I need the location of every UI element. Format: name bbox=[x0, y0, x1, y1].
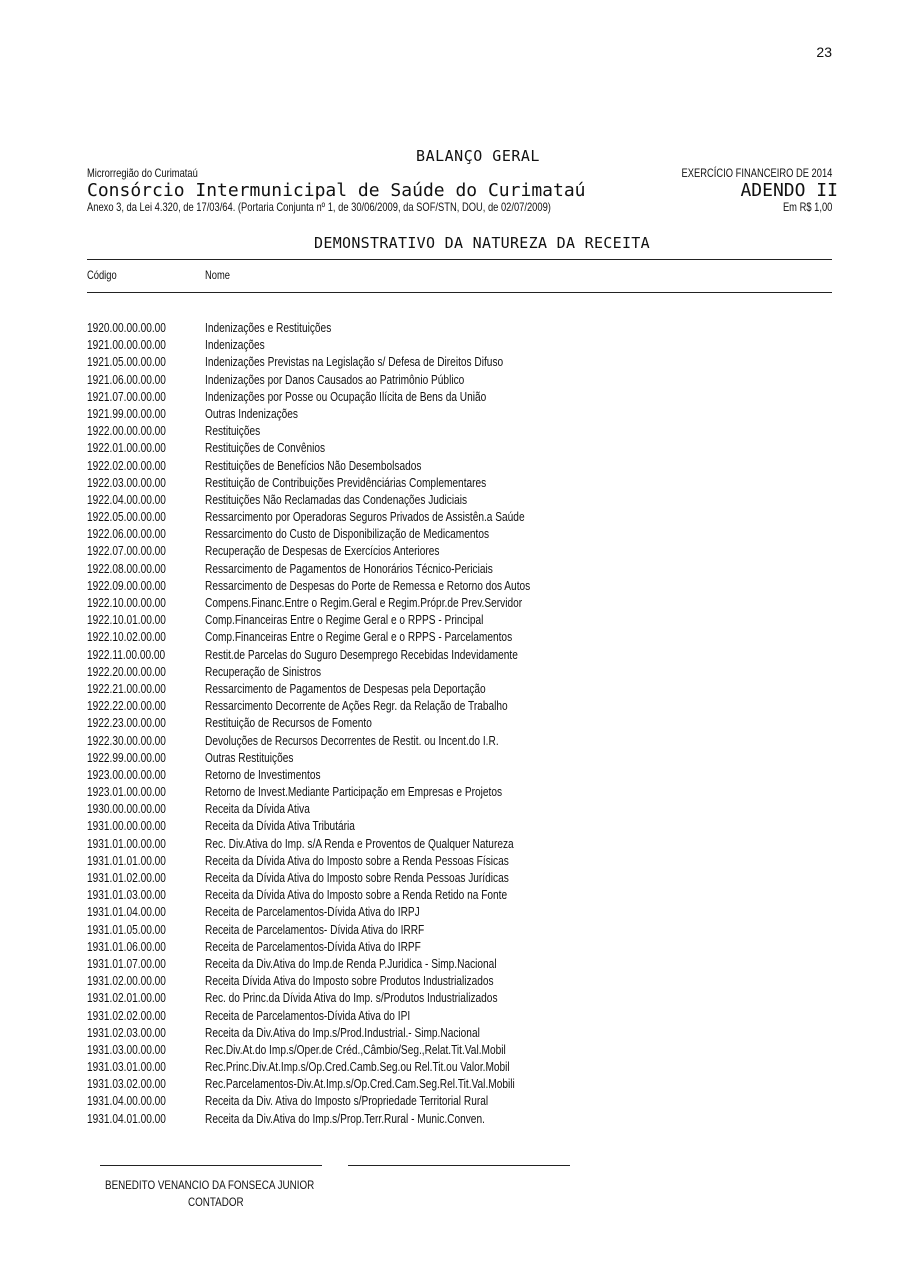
row-code: 1931.03.02.00.00 bbox=[87, 1076, 166, 1092]
signer-name: BENEDITO VENANCIO DA FONSECA JUNIOR bbox=[105, 1178, 315, 1192]
section-title: DEMONSTRATIVO DA NATUREZA DA RECEITA bbox=[314, 234, 650, 252]
row-code: 1931.03.01.00.00 bbox=[87, 1059, 166, 1075]
table-row bbox=[0, 336, 900, 353]
row-name: Receita da Dívida Ativa Tributária bbox=[205, 818, 355, 834]
row-name: Rec.Princ.Div.At.Imp.s/Op.Cred.Camb.Seg.ou Rel.Tit.ou Valor.Mobil bbox=[205, 1059, 510, 1075]
row-code: 1922.09.00.00.00 bbox=[87, 577, 166, 593]
row-name: Receita da Div. Ativa do Imposto s/Propriedade Territorial Rural bbox=[205, 1093, 489, 1109]
row-code: 1931.02.00.00.00 bbox=[87, 973, 166, 989]
table-row bbox=[0, 972, 900, 989]
table-row bbox=[0, 1092, 900, 1109]
row-code: 1921.05.00.00.00 bbox=[87, 354, 166, 370]
row-name: Outras Restituições bbox=[205, 749, 294, 765]
table-row bbox=[0, 921, 900, 938]
row-code: 1922.10.00.00.00 bbox=[87, 595, 166, 610]
row-name: Receita de Parcelamentos- Dívida Ativa do IRRF bbox=[205, 921, 425, 937]
row-name: Indenizações bbox=[205, 337, 265, 353]
table-row bbox=[0, 439, 900, 456]
table-row bbox=[0, 852, 900, 869]
row-code: 1931.01.01.00.00 bbox=[87, 852, 166, 868]
row-code: 1922.21.00.00.00 bbox=[87, 680, 166, 696]
table-row bbox=[0, 1110, 900, 1127]
row-code: 1931.04.01.00.00 bbox=[87, 1110, 166, 1126]
table-row bbox=[0, 1058, 900, 1075]
signature-line bbox=[348, 1165, 570, 1166]
row-name: Ressarcimento por Operadoras Seguros Privados de Assistên.a Saúde bbox=[205, 509, 525, 525]
row-code: 1920.00.00.00.00 bbox=[87, 320, 166, 335]
row-code: 1931.02.02.00.00 bbox=[87, 1007, 166, 1023]
entity-name: Consórcio Intermunicipal de Saúde do Curimataú bbox=[87, 180, 586, 201]
row-code: 1922.08.00.00.00 bbox=[87, 560, 166, 576]
row-code: 1930.00.00.00.00 bbox=[87, 801, 166, 817]
report-title: BALANÇO GERAL bbox=[416, 147, 540, 165]
row-name: Restituições de Benefícios Não Desembolsados bbox=[205, 457, 422, 473]
row-code: 1922.07.00.00.00 bbox=[87, 543, 166, 559]
row-name: Receita de Parcelamentos-Dívida Ativa do IPI bbox=[205, 1007, 411, 1023]
row-code: 1931.03.00.00.00 bbox=[87, 1041, 166, 1057]
table-row bbox=[0, 577, 900, 594]
table-row bbox=[0, 697, 900, 714]
row-code: 1931.01.07.00.00 bbox=[87, 955, 166, 971]
row-name: Restit.de Parcelas do Suguro Desemprego Recebidas Indevidamente bbox=[205, 646, 518, 662]
table-row bbox=[0, 319, 900, 336]
row-code: 1922.03.00.00.00 bbox=[87, 474, 166, 490]
row-code: 1931.04.00.00.00 bbox=[87, 1093, 166, 1109]
row-name: Receita da Dívida Ativa bbox=[205, 801, 310, 817]
row-name: Receita da Div.Ativa do Imp.de Renda P.Juridica - Simp.Nacional bbox=[205, 955, 497, 971]
row-name: Receita da Div.Ativa do Imp.s/Prod.Industrial.- Simp.Nacional bbox=[205, 1024, 480, 1040]
table-row bbox=[0, 422, 900, 439]
table-row bbox=[0, 938, 900, 955]
row-code: 1921.07.00.00.00 bbox=[87, 388, 166, 404]
table-row bbox=[0, 474, 900, 491]
table-row bbox=[0, 508, 900, 525]
table-row bbox=[0, 611, 900, 628]
table-row bbox=[0, 646, 900, 663]
column-header-name: Nome bbox=[205, 268, 230, 282]
column-header-code: Código bbox=[87, 268, 117, 282]
row-name: Recuperação de Despesas de Exercícios Anteriores bbox=[205, 543, 440, 559]
row-code: 1931.01.02.00.00 bbox=[87, 870, 166, 885]
table-row bbox=[0, 1007, 900, 1024]
revenue-table bbox=[0, 319, 900, 1127]
row-name: Restituições de Convênios bbox=[205, 440, 326, 456]
table-row bbox=[0, 525, 900, 542]
row-name: Receita da Dívida Ativa do Imposto sobre a Renda Retido na Fonte bbox=[205, 887, 508, 903]
row-code: 1922.01.00.00.00 bbox=[87, 440, 166, 456]
signature-line bbox=[100, 1165, 322, 1166]
row-code: 1922.30.00.00.00 bbox=[87, 732, 166, 748]
table-row bbox=[0, 955, 900, 972]
row-name: Restituições bbox=[205, 423, 261, 439]
table-row bbox=[0, 388, 900, 405]
table-row bbox=[0, 800, 900, 817]
row-code: 1923.01.00.00.00 bbox=[87, 784, 166, 800]
table-row bbox=[0, 457, 900, 474]
row-code: 1923.00.00.00.00 bbox=[87, 766, 166, 782]
header-rule-bottom bbox=[87, 292, 832, 293]
table-row bbox=[0, 869, 900, 886]
table-row bbox=[0, 749, 900, 766]
row-code: 1931.02.01.00.00 bbox=[87, 990, 166, 1006]
row-name: Receita de Parcelamentos-Dívida Ativa do IRPF bbox=[205, 938, 421, 954]
table-row bbox=[0, 542, 900, 559]
table-row bbox=[0, 817, 900, 834]
row-name: Receita de Parcelamentos-Dívida Ativa do IRPJ bbox=[205, 904, 420, 920]
table-row bbox=[0, 766, 900, 783]
row-name: Restituição de Recursos de Fomento bbox=[205, 715, 372, 731]
row-name: Receita da Dívida Ativa do Imposto sobre Renda Pessoas Jurídicas bbox=[205, 870, 509, 885]
row-code: 1922.23.00.00.00 bbox=[87, 715, 166, 731]
table-row bbox=[0, 594, 900, 611]
row-name: Devoluções de Recursos Decorrentes de Restit. ou Incent.do I.R. bbox=[205, 732, 499, 748]
row-name: Restituições Não Reclamadas das Condenações Judiciais bbox=[205, 491, 468, 507]
row-name: Indenizações por Posse ou Ocupação Ilícita de Bens da União bbox=[205, 388, 487, 404]
row-code: 1921.06.00.00.00 bbox=[87, 371, 166, 387]
row-code: 1922.22.00.00.00 bbox=[87, 698, 166, 714]
table-row bbox=[0, 371, 900, 388]
fiscal-year-label: EXERCÍCIO FINANCEIRO DE 2014 bbox=[681, 166, 832, 180]
row-name: Receita da Div.Ativa do Imp.s/Prop.Terr.Rural - Munic.Conven. bbox=[205, 1110, 485, 1126]
table-row bbox=[0, 628, 900, 645]
row-code: 1922.10.02.00.00 bbox=[87, 629, 166, 645]
row-name: Ressarcimento de Pagamentos de Honorários Técnico-Periciais bbox=[205, 560, 493, 576]
row-code: 1922.11.00.00.00 bbox=[87, 646, 166, 662]
row-name: Rec. Div.Ativa do Imp. s/A Renda e Proventos de Qualquer Natureza bbox=[205, 835, 514, 851]
table-row bbox=[0, 491, 900, 508]
table-row bbox=[0, 663, 900, 680]
row-code: 1931.01.00.00.00 bbox=[87, 835, 166, 851]
addendum-label: ADENDO II bbox=[740, 180, 838, 201]
row-code: 1931.01.05.00.00 bbox=[87, 921, 166, 937]
table-row bbox=[0, 989, 900, 1006]
row-name: Ressarcimento de Despesas do Porte de Remessa e Retorno dos Autos bbox=[205, 577, 531, 593]
row-code: 1922.10.01.00.00 bbox=[87, 612, 166, 628]
signer-role: CONTADOR bbox=[188, 1195, 244, 1209]
table-row bbox=[0, 1041, 900, 1058]
row-code: 1931.01.06.00.00 bbox=[87, 938, 166, 954]
row-name: Restituição de Contribuições Previdênciárias Complementares bbox=[205, 474, 487, 490]
row-code: 1922.04.00.00.00 bbox=[87, 491, 166, 507]
table-row bbox=[0, 886, 900, 903]
table-row bbox=[0, 835, 900, 852]
row-name: Retorno de Investimentos bbox=[205, 766, 321, 782]
table-row bbox=[0, 714, 900, 731]
legal-reference: Anexo 3, da Lei 4.320, de 17/03/64. (Portaria Conjunta nº 1, de 30/06/2009, da SOF/STN, DOU, de 02/07/2009) bbox=[87, 200, 551, 214]
row-name: Rec.Div.At.do Imp.s/Oper.de Créd.,Câmbio/Seg.,Relat.Tit.Val.Mobil bbox=[205, 1041, 506, 1057]
row-name: Ressarcimento do Custo de Disponibilização de Medicamentos bbox=[205, 526, 490, 542]
row-code: 1931.01.04.00.00 bbox=[87, 904, 166, 920]
page-number: 23 bbox=[816, 44, 832, 60]
row-code: 1922.02.00.00.00 bbox=[87, 457, 166, 473]
row-name: Ressarcimento Decorrente de Ações Regr. da Relação de Trabalho bbox=[205, 698, 508, 714]
row-name: Rec. do Princ.da Dívida Ativa do Imp. s/Produtos Industrializados bbox=[205, 990, 498, 1006]
row-name: Rec.Parcelamentos-Div.At.Imp.s/Op.Cred.Cam.Seg.Rel.Tit.Val.Mobili bbox=[205, 1076, 515, 1092]
row-code: 1922.20.00.00.00 bbox=[87, 663, 166, 679]
row-code: 1922.05.00.00.00 bbox=[87, 509, 166, 525]
table-row bbox=[0, 1075, 900, 1092]
table-row bbox=[0, 1024, 900, 1041]
row-name: Outras Indenizações bbox=[205, 405, 299, 421]
row-name: Comp.Financeiras Entre o Regime Geral e o RPPS - Principal bbox=[205, 612, 484, 628]
row-code: 1921.99.00.00.00 bbox=[87, 405, 166, 421]
row-code: 1922.99.00.00.00 bbox=[87, 749, 166, 765]
row-name: Compens.Financ.Entre o Regim.Geral e Regim.Própr.de Prev.Servidor bbox=[205, 595, 523, 610]
row-name: Recuperação de Sinistros bbox=[205, 663, 322, 679]
row-code: 1922.00.00.00.00 bbox=[87, 423, 166, 439]
row-name: Indenizações Previstas na Legislação s/ Defesa de Direitos Difuso bbox=[205, 354, 504, 370]
row-name: Indenizações e Restituições bbox=[205, 320, 332, 335]
table-row bbox=[0, 353, 900, 370]
row-code: 1931.01.03.00.00 bbox=[87, 887, 166, 903]
row-name: Comp.Financeiras Entre o Regime Geral e o RPPS - Parcelamentos bbox=[205, 629, 513, 645]
row-code: 1931.00.00.00.00 bbox=[87, 818, 166, 834]
row-code: 1921.00.00.00.00 bbox=[87, 337, 166, 353]
row-code: 1922.06.00.00.00 bbox=[87, 526, 166, 542]
row-name: Ressarcimento de Pagamentos de Despesas pela Deportação bbox=[205, 680, 486, 696]
table-row bbox=[0, 732, 900, 749]
table-row bbox=[0, 560, 900, 577]
currency-unit: Em R$ 1,00 bbox=[782, 200, 832, 214]
row-name: Receita da Dívida Ativa do Imposto sobre a Renda Pessoas Físicas bbox=[205, 852, 509, 868]
table-row bbox=[0, 680, 900, 697]
region-label: Microrregião do Curimataú bbox=[87, 166, 198, 180]
table-row bbox=[0, 405, 900, 422]
row-code: 1931.02.03.00.00 bbox=[87, 1024, 166, 1040]
header-rule-top bbox=[87, 259, 832, 260]
row-name: Receita Dívida Ativa do Imposto sobre Produtos Industrializados bbox=[205, 973, 494, 989]
table-row bbox=[0, 783, 900, 800]
table-row bbox=[0, 903, 900, 920]
row-name: Retorno de Invest.Mediante Participação em Empresas e Projetos bbox=[205, 784, 503, 800]
row-name: Indenizações por Danos Causados ao Patrimônio Público bbox=[205, 371, 465, 387]
